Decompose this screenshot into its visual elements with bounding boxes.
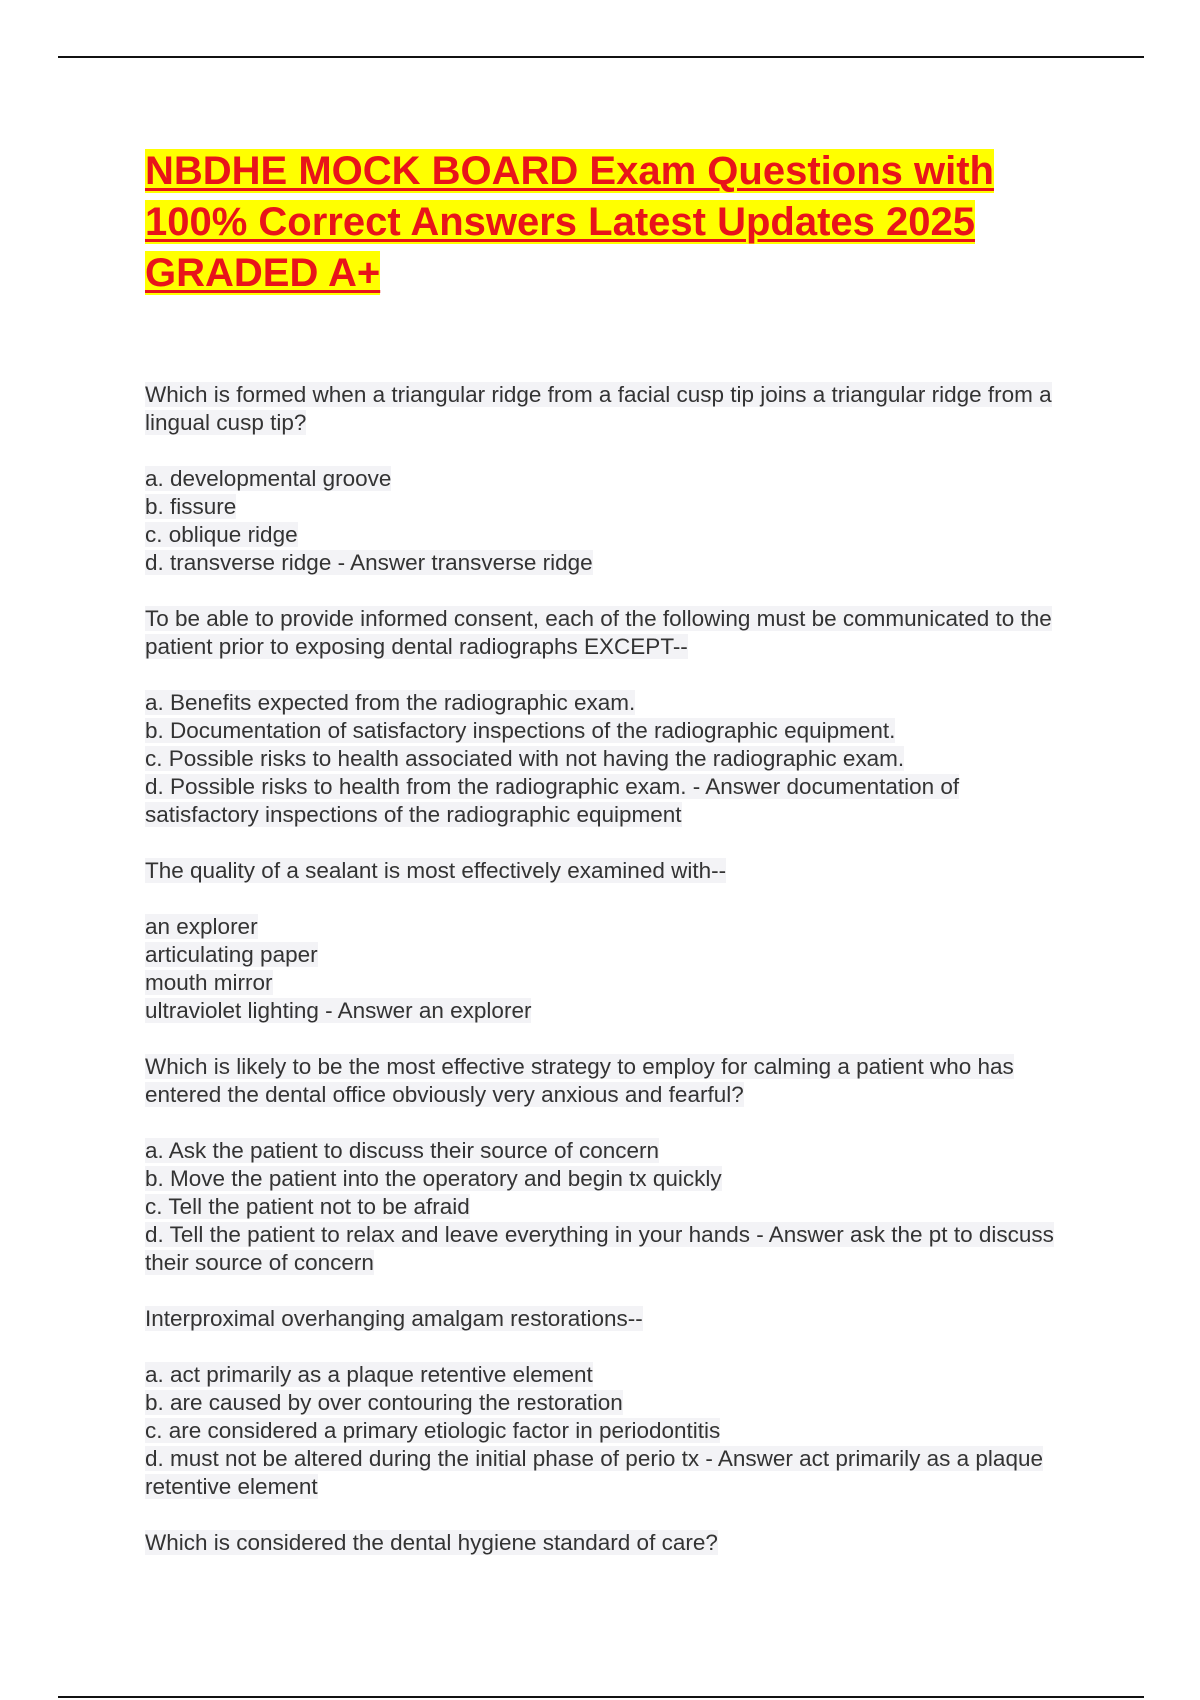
answer-option: a. developmental groove [145, 466, 392, 491]
question-text: Which is considered the dental hygiene standard of care? [145, 1530, 718, 1555]
question-block-4 [145, 1053, 1065, 1277]
answer-option: articulating paper [145, 942, 318, 967]
header-rule [58, 56, 1144, 58]
answer-option: d. must not be altered during the initial phase of perio tx - Answer act primarily as a plaque retentive element [145, 1446, 1043, 1499]
answer-option: b. Documentation of satisfactory inspections of the radiographic equipment. [145, 718, 896, 743]
answer-option: c. Tell the patient not to be afraid [145, 1194, 470, 1219]
question-block-5 [145, 1305, 1065, 1501]
answer-option: b. fissure [145, 494, 237, 519]
answer-option: a. Benefits expected from the radiographic exam. [145, 690, 636, 715]
answer-option: b. Move the patient into the operatory and begin tx quickly [145, 1166, 722, 1191]
footer-rule [58, 1696, 1144, 1698]
question-text: Which is likely to be the most effective strategy to employ for calming a patient who has entered the dental office obviously very anxious and fearful? [145, 1054, 1014, 1107]
answer-option: an explorer [145, 914, 258, 939]
question-text: The quality of a sealant is most effectively examined with-- [145, 858, 727, 883]
question-block-1 [145, 381, 1065, 577]
document-title [145, 146, 1045, 299]
document-title-text: NBDHE MOCK BOARD Exam Questions with 100% Correct Answers Latest Updates 2025 GRADED A+ [145, 149, 994, 295]
question-text: To be able to provide informed consent, each of the following must be communicated to the patient prior to exposing dental radiographs EXCEPT-- [145, 606, 1052, 659]
answer-option: c. are considered a primary etiologic factor in periodontitis [145, 1418, 721, 1443]
question-block-3 [145, 857, 1065, 1025]
answer-option: ultraviolet lighting - Answer an explorer [145, 998, 532, 1023]
answer-option: a. Ask the patient to discuss their source of concern [145, 1138, 660, 1163]
question-block-6 [145, 1529, 1065, 1557]
answer-option: d. Tell the patient to relax and leave everything in your hands - Answer ask the pt to discuss their source of concern [145, 1222, 1054, 1275]
answer-option: c. Possible risks to health associated with not having the radiographic exam. [145, 746, 905, 771]
question-list [145, 381, 1065, 1585]
answer-option: d. Possible risks to health from the radiographic exam. - Answer documentation of satisfactory inspections of the radiographic equipment [145, 774, 960, 827]
answer-option: c. oblique ridge [145, 522, 298, 547]
answer-option: d. transverse ridge - Answer transverse ridge [145, 550, 593, 575]
answer-option: b. are caused by over contouring the restoration [145, 1390, 623, 1415]
answer-option: a. act primarily as a plaque retentive element [145, 1362, 593, 1387]
answer-option: mouth mirror [145, 970, 273, 995]
question-text: Which is formed when a triangular ridge from a facial cusp tip joins a triangular ridge from a lingual cusp tip? [145, 382, 1052, 435]
question-block-2 [145, 605, 1065, 829]
question-text: Interproximal overhanging amalgam restorations-- [145, 1306, 643, 1331]
